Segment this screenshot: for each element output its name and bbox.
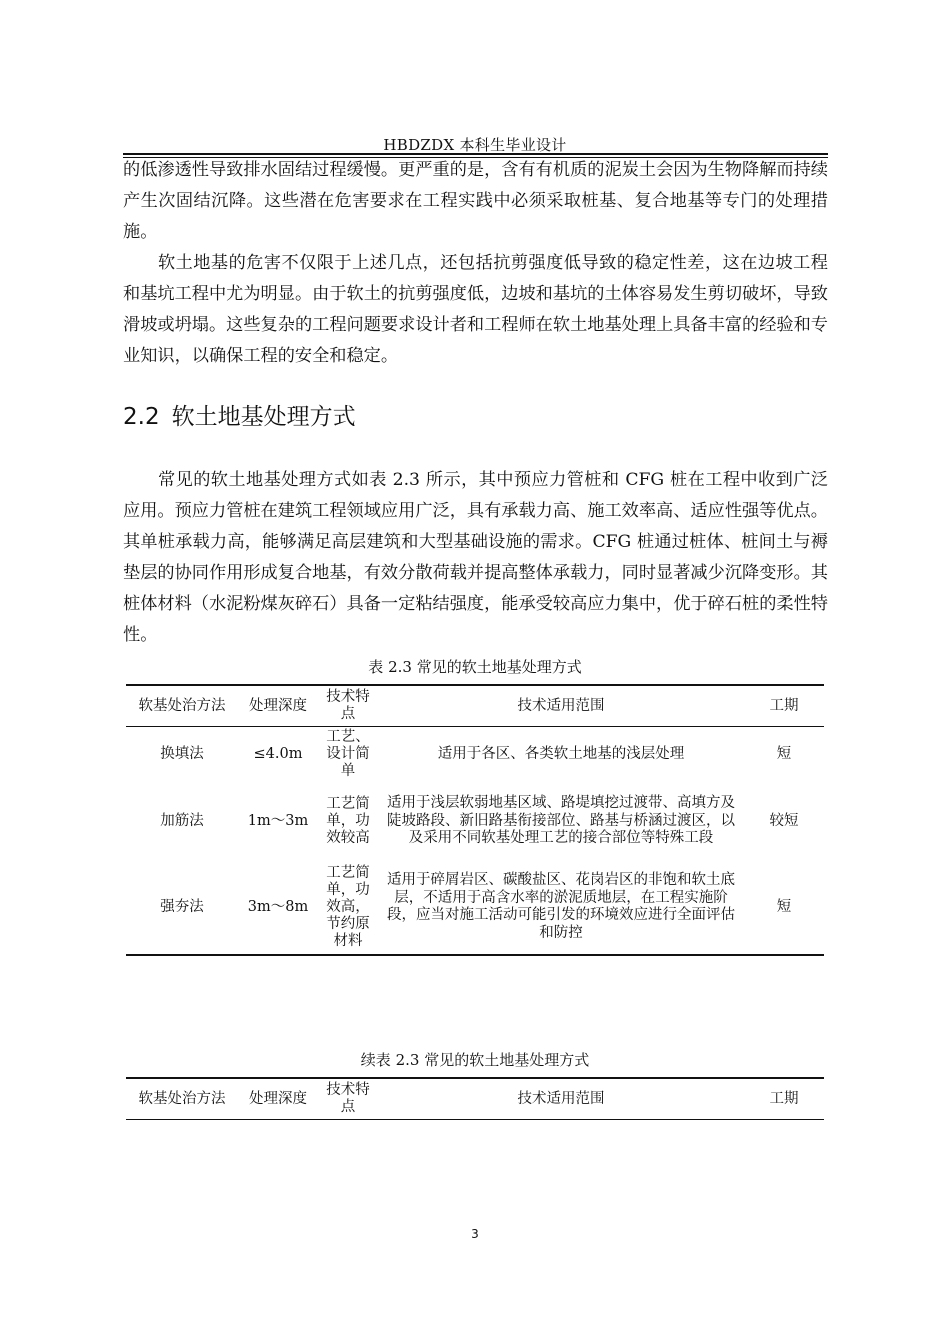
page-header-title: HBDZDX 本科生毕业设计 (383, 136, 567, 154)
header-cell-method: 软基处治方法 (126, 685, 238, 727)
header-cell-depth: 处理深度 (249, 1090, 307, 1107)
section-title-text: 软土地基处理方式 (171, 404, 356, 430)
cell-features: 工艺、设计简单 (326, 729, 370, 780)
cell-scope: 适用于各区、各类软土地基的浅层处理 (437, 746, 685, 762)
header-cell-features: 技术特点 (326, 1082, 370, 1115)
table-row (126, 783, 824, 861)
header-cell-method: 软基处治方法 (138, 1090, 226, 1107)
cell-duration: 短 (776, 898, 792, 915)
cell-duration: 较短 (769, 813, 799, 829)
table-header-row (126, 685, 824, 727)
paragraph-treatment-methods: 常见的软土地基处理方式如表 2.3 所示，其中预应力管桩和 CFG 桩在工程中收到广泛应用。预应力管桩在建筑工程领域应用广泛，具有承载力高、施工效率高、适应性强等优点。其单桩承载力高，能够满足高层建筑和大型基础设施的需求。CFG 桩通过桩体、桩间土与褥垫层的协同作用形成复合地基，有效分散荷载并提高整体承载力，同时显著减少沉降变形。其桩体材料（水泥粉煤灰碎石）具备一定粘结强度，能承受较高应力集中，优于碎石桩的柔性特性。 (123, 470, 828, 645)
cell-method: 加筋法 (160, 813, 204, 829)
paragraph-soft-soil-hazards: 软土地基的危害不仅限于上述几点，还包括抗剪强度低导致的稳定性差，这在边坡工程和基坑工程中尤为明显。由于软土的抗剪强度低，边坡和基坑的土体容易发生剪切破坏，导致滑坡或坍塌。这些复杂的工程问题要求设计者和工程师在软土地基处理上具备丰富的经验和专业知识，以确保工程的安全和稳定。 (123, 253, 828, 366)
cell-depth: 3m～8m (247, 898, 309, 915)
header-cell-depth: 处理深度 (238, 685, 318, 727)
treatment-methods-table (126, 684, 824, 956)
cell-method: 强夯法 (160, 898, 204, 915)
header-cell-duration: 工期 (769, 1090, 799, 1107)
page-number: 3 (471, 1227, 479, 1241)
cell-features: 工艺简单，功效较高 (326, 796, 370, 846)
continued-treatment-methods-table (126, 1077, 824, 1120)
continued-table-caption: 续表 2.3 常见的软土地基处理方式 (360, 1051, 590, 1069)
header-cell-features: 技术特点 (318, 685, 378, 727)
table-row (126, 727, 824, 783)
cell-depth: 1m～3m (247, 813, 309, 829)
cell-scope: 适用于碎屑岩区、碳酸盐区、花岗岩区的非饱和软土底层，不适用于高含水率的淤泥质地层，在工程实施阶段，应当对施工活动可能引发的环境效应进行全面评估和防控 (387, 872, 735, 941)
cell-method: 换填法 (160, 746, 204, 763)
cell-duration: 短 (776, 746, 792, 763)
header-cell-scope: 技术适用范围 (517, 1090, 605, 1107)
section-number: 2.2 (123, 404, 160, 430)
table-caption: 表 2.3 常见的软土地基处理方式 (368, 658, 582, 676)
header-cell-duration: 工期 (744, 685, 824, 727)
section-heading (123, 398, 356, 431)
header-cell-scope: 技术适用范围 (378, 685, 744, 727)
table-header-row (126, 1078, 824, 1120)
cell-features: 工艺简单，功效高，节约原材料 (326, 864, 370, 949)
cell-scope: 适用于浅层软弱地基区域、路堤填挖过渡带、高填方及陡坡路段、新旧路基衔接部位、路基与桥涵过渡区，以及采用不同软基处理工艺的接合部位等特殊工段 (387, 795, 735, 847)
paragraph-continued: 的低渗透性导致排水固结过程缓慢。更严重的是，含有有机质的泥炭土会因为生物降解而持续产生次固结沉降。这些潜在危害要求在工程实践中必须采取桩基、复合地基等专门的处理措施。 (123, 160, 828, 242)
table-row (126, 861, 824, 955)
cell-depth: ≤4.0m (253, 746, 303, 763)
